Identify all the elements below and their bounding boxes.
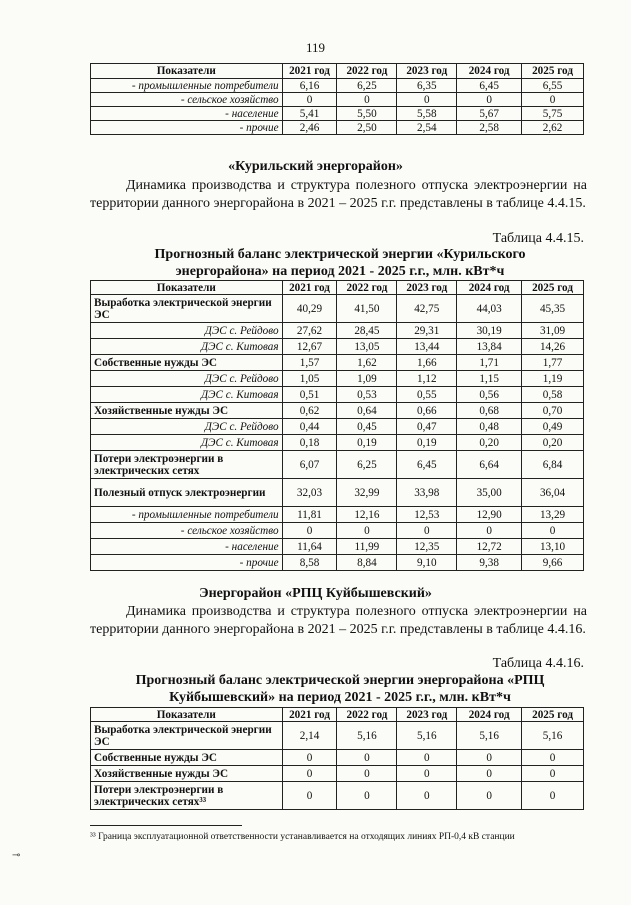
row-value: 9,10 [397,555,457,571]
row-value: 6,64 [457,451,522,479]
row-value: 5,75 [522,107,584,121]
row-value: 5,16 [457,722,522,750]
table-row [91,419,584,435]
table-row [91,355,584,371]
row-value: 0 [397,523,457,539]
row-label: - прочие [91,121,283,135]
row-value: 0 [457,750,522,766]
table-row [91,323,584,339]
section-title-kurilsky: «Курильский энергорайон» [228,159,403,174]
row-value: 0 [457,93,522,107]
row-label: ДЭС с. Китовая [91,387,283,403]
table-header-cell: 2022 год [337,281,397,295]
table-row [91,750,584,766]
table-header-cell: 2024 год [457,708,522,722]
row-label: ДЭС с. Рейдово [91,419,283,435]
row-value: 0,45 [337,419,397,435]
table-row [91,507,584,523]
row-value: 0 [522,523,584,539]
row-value: 29,31 [397,323,457,339]
row-value: 5,16 [337,722,397,750]
table-header-row [91,64,584,79]
table-row [91,479,584,507]
row-value: 1,05 [282,371,337,387]
row-value: 2,14 [282,722,337,750]
row-value: 36,04 [522,479,584,507]
row-value: 2,58 [457,121,522,135]
table-row [91,121,584,135]
row-value: 0,20 [522,435,584,451]
row-label: - промышленные потребители [91,507,283,523]
row-value: 5,50 [337,107,397,121]
row-value: 42,75 [397,295,457,323]
table-name-4-4-15: Таблица 4.4.15. [492,231,584,246]
row-value: 28,45 [337,323,397,339]
table-name-4-4-16: Таблица 4.4.16. [492,656,584,671]
row-label: Выработка электрической энергии ЭС [91,722,283,750]
row-value: 8,58 [282,555,337,571]
row-value: 45,35 [522,295,584,323]
footnote: ³³ Граница эксплуатационной ответственности устанавливается на отходящих линиях РП-0,4 кВ станции [90,832,515,842]
row-value: 0 [337,93,397,107]
table-row [91,435,584,451]
row-value: 13,05 [337,339,397,355]
table-header-row [91,708,584,722]
row-value: 0,44 [282,419,337,435]
row-value: 33,98 [397,479,457,507]
row-label: Собственные нужды ЭС [91,355,283,371]
row-value: 12,90 [457,507,522,523]
row-value: 6,55 [522,79,584,93]
row-value: 5,16 [522,722,584,750]
table-row [91,371,584,387]
row-value: 0 [337,766,397,782]
row-value: 27,62 [282,323,337,339]
row-value: 6,35 [397,79,457,93]
row-label: - прочие [91,555,283,571]
row-value: 12,16 [337,507,397,523]
row-value: 0,20 [457,435,522,451]
table-body [91,79,584,135]
row-label: - население [91,107,283,121]
row-value: 13,44 [397,339,457,355]
row-label: Хозяйственные нужды ЭС [91,766,283,782]
row-value: 0,55 [397,387,457,403]
row-value: 0,51 [282,387,337,403]
row-label: Потери электроэнергии в электрических сетях [91,451,283,479]
row-value: 0 [522,766,584,782]
row-value: 1,66 [397,355,457,371]
row-value: 0 [337,782,397,810]
table-header-cell: Показатели [91,708,283,722]
page-number: 119 [305,40,326,55]
row-value: 0,56 [457,387,522,403]
row-label: - население [91,539,283,555]
row-value: 11,99 [337,539,397,555]
table-4-4-15 [90,280,584,571]
row-value: 0 [397,750,457,766]
row-value: 0,68 [457,403,522,419]
table-row [91,387,584,403]
row-value: 0,19 [397,435,457,451]
table-header-cell: 2024 год [457,281,522,295]
row-label: - сельское хозяйство [91,523,283,539]
row-value: 0 [282,766,337,782]
row-value: 0,62 [282,403,337,419]
table-top [90,63,584,135]
row-value: 6,45 [397,451,457,479]
row-value: 41,50 [337,295,397,323]
row-value: 2,54 [397,121,457,135]
row-value: 35,00 [457,479,522,507]
row-value: 12,67 [282,339,337,355]
section-paragraph-kuibyshevsky: Динамика производства и структура полезного отпуска электроэнергии на территории данного энергорайона в 2021 – 2025 г.г. представлены в таблице 4.4.16. [90,604,587,637]
row-value: 6,45 [457,79,522,93]
table-row [91,339,584,355]
row-value: 2,62 [522,121,584,135]
row-value: 0 [397,93,457,107]
table-header-cell: 2025 год [522,708,584,722]
row-value: 6,16 [282,79,337,93]
row-value: 0 [522,750,584,766]
section-title-kuibyshevsky: Энергорайон «РПЦ Куйбышевский» [199,586,432,601]
row-value: 1,19 [522,371,584,387]
table-header-cell: 2023 год [397,281,457,295]
row-value: 0,58 [522,387,584,403]
row-value: 30,19 [457,323,522,339]
row-value: 0 [397,766,457,782]
row-value: 6,25 [337,451,397,479]
row-value: 1,57 [282,355,337,371]
table-row [91,539,584,555]
table-title-4-4-16: Прогнозный баланс электрической энергии энергорайона «РПЦ Куйбышевский» на период 2021 - 2025 г.г., млн. кВт*ч [135,673,545,705]
row-value: 0 [522,782,584,810]
row-value: 13,84 [457,339,522,355]
row-label: - сельское хозяйство [91,93,283,107]
table-header-cell: 2024 год [457,64,522,79]
table-row [91,782,584,810]
row-value: 0,53 [337,387,397,403]
row-value: 0 [337,523,397,539]
table-row [91,766,584,782]
table-header-cell: 2021 год [282,281,337,295]
row-value: 14,26 [522,339,584,355]
row-value: 32,03 [282,479,337,507]
row-value: 0,64 [337,403,397,419]
section-paragraph-kurilsky: Динамика производства и структура полезного отпуска электроэнергии на территории данного энергорайона в 2021 – 2025 г.г. представлены в таблице 4.4.15. [90,178,587,211]
table-header-row [91,281,584,295]
table-row [91,722,584,750]
row-value: 6,07 [282,451,337,479]
row-value: 5,67 [457,107,522,121]
row-value: 1,09 [337,371,397,387]
row-value: 0 [282,750,337,766]
row-value: 1,71 [457,355,522,371]
table-row [91,295,584,323]
table-header-cell: 2021 год [282,708,337,722]
row-value: 11,64 [282,539,337,555]
table-header-cell: 2025 год [522,281,584,295]
table-row [91,403,584,419]
margin-mark: ⊸ [12,850,21,861]
row-value: 9,66 [522,555,584,571]
table-header-cell: 2022 год [337,64,397,79]
row-label: ДЭС с. Китовая [91,435,283,451]
table-body [91,295,584,571]
row-label: Хозяйственные нужды ЭС [91,403,283,419]
row-label: ДЭС с. Рейдово [91,371,283,387]
row-label: Потери электроэнергии в электрических сетях³³ [91,782,283,810]
row-value: 0 [457,523,522,539]
table-header-cell: 2022 год [337,708,397,722]
row-value: 0 [282,782,337,810]
table-row [91,523,584,539]
row-value: 11,81 [282,507,337,523]
table-header-cell: 2023 год [397,64,457,79]
table-header-cell: 2025 год [522,64,584,79]
table-row [91,451,584,479]
table-title-4-4-15: Прогнозный баланс электрической энергии «Курильского энергорайона» на период 2021 - 2025 г.г., млн. кВт*ч [154,247,526,279]
footnote-divider [90,825,242,826]
row-value: 5,16 [397,722,457,750]
table-row [91,107,584,121]
row-label: ДЭС с. Китовая [91,339,283,355]
row-value: 13,10 [522,539,584,555]
row-label: Выработка электрической энергии ЭС [91,295,283,323]
row-value: 32,99 [337,479,397,507]
row-value: 0,18 [282,435,337,451]
row-value: 5,41 [282,107,337,121]
row-value: 0,66 [397,403,457,419]
row-value: 0,70 [522,403,584,419]
row-value: 1,77 [522,355,584,371]
row-value: 6,25 [337,79,397,93]
row-value: 31,09 [522,323,584,339]
row-value: 12,53 [397,507,457,523]
row-value: 1,15 [457,371,522,387]
row-value: 2,50 [337,121,397,135]
table-header-cell: 2021 год [282,64,337,79]
row-label: Полезный отпуск электроэнергии [91,479,283,507]
row-value: 0,49 [522,419,584,435]
row-value: 0,19 [337,435,397,451]
table-row [91,93,584,107]
row-label: Собственные нужды ЭС [91,750,283,766]
row-value: 0 [457,782,522,810]
row-value: 40,29 [282,295,337,323]
row-value: 0,48 [457,419,522,435]
row-value: 0 [397,782,457,810]
table-row [91,555,584,571]
row-value: 44,03 [457,295,522,323]
row-value: 2,46 [282,121,337,135]
row-value: 1,62 [337,355,397,371]
row-label: ДЭС с. Рейдово [91,323,283,339]
row-value: 6,84 [522,451,584,479]
table-header-cell: 2023 год [397,708,457,722]
row-value: 5,58 [397,107,457,121]
table-body [91,722,584,810]
row-value: 0 [457,766,522,782]
row-value: 0 [282,93,337,107]
row-value: 13,29 [522,507,584,523]
row-label: - промышленные потребители [91,79,283,93]
row-value: 1,12 [397,371,457,387]
table-header-cell: Показатели [91,64,283,79]
row-value: 0 [522,93,584,107]
row-value: 0,47 [397,419,457,435]
row-value: 12,35 [397,539,457,555]
table-header-cell: Показатели [91,281,283,295]
row-value: 0 [282,523,337,539]
row-value: 9,38 [457,555,522,571]
table-row [91,79,584,93]
table-4-4-16 [90,707,584,810]
row-value: 12,72 [457,539,522,555]
row-value: 8,84 [337,555,397,571]
row-value: 0 [337,750,397,766]
